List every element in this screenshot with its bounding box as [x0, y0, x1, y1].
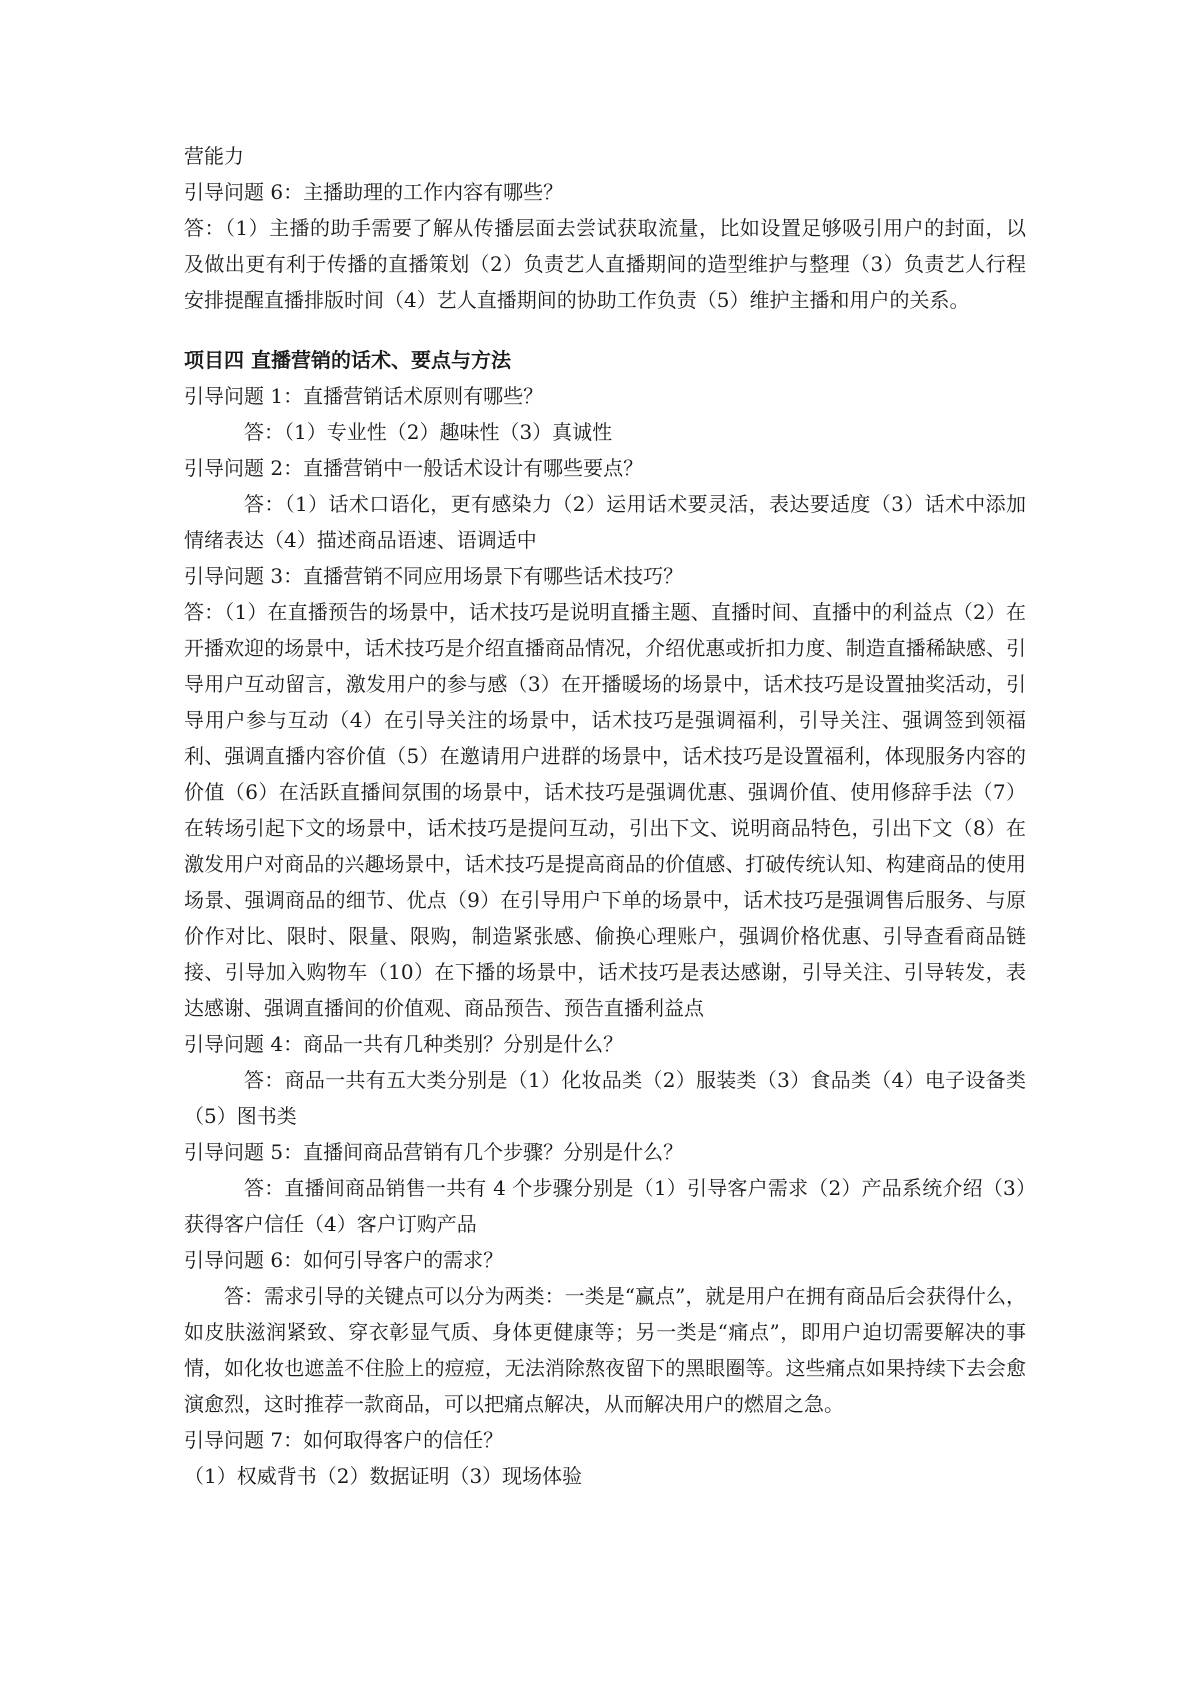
- answer-6-assistant: 答：（1）主播的助手需要了解从传播层面去尝试获取流量，比如设置足够吸引用户的封面，以及做出更有利于传播的直播策划（2）负责艺人直播期间的造型维护与整理（3）负责艺人行程安排提醒直播排版时间（4）艺人直播期间的协助工作负责（5）维护主播和用户的关系。: [184, 216, 1026, 312]
- section-heading-project-4: 项目四 直播营销的话术、要点与方法: [184, 348, 511, 372]
- answer-6: 答：需求引导的关键点可以分为两类：一类是“赢点”，就是用户在拥有商品后会获得什么，如皮肤滋润紧致、穿衣彰显气质、身体更健康等；另一类是“痛点”，即用户迫切需要解决的事情，如化妆也遮盖不住脸上的痘痘，无法消除熬夜留下的黑眼圈等。这些痛点如果持续下去会愈演愈烈，这时推荐一款商品，可以把痛点解决，从而解决用户的燃眉之急。: [184, 1284, 1026, 1416]
- question-1: 引导问题 1：直播营销话术原则有哪些？: [184, 384, 544, 408]
- question-6: 引导问题 6：如何引导客户的需求？: [184, 1248, 504, 1272]
- answer-7: （1）权威背书（2）数据证明（3）现场体验: [184, 1464, 583, 1488]
- answer-4: 答：商品一共有五大类分别是（1）化妆品类（2）服装类（3）食品类（4）电子设备类（5）图书类: [184, 1068, 1026, 1128]
- document-page: [184, 138, 1026, 1494]
- question-4: 引导问题 4：商品一共有几种类别？分别是什么？: [184, 1032, 624, 1056]
- question-3: 引导问题 3：直播营销不同应用场景下有哪些话术技巧？: [184, 564, 684, 588]
- question-5: 引导问题 5：直播间商品营销有几个步骤？分别是什么？: [184, 1140, 684, 1164]
- question-2: 引导问题 2：直播营销中一般话术设计有哪些要点？: [184, 456, 644, 480]
- paragraph: 营能力: [184, 144, 244, 168]
- answer-1: 答：（1）专业性（2）趣味性（3）真诚性: [244, 420, 613, 444]
- answer-5: 答：直播间商品销售一共有 4 个步骤分别是（1）引导客户需求（2）产品系统介绍（3）获得客户信任（4）客户订购产品: [184, 1176, 1026, 1236]
- question-7: 引导问题 7：如何取得客户的信任？: [184, 1428, 504, 1452]
- answer-3: 答：（1）在直播预告的场景中，话术技巧是说明直播主题、直播时间、直播中的利益点（2）在开播欢迎的场景中，话术技巧是介绍直播商品情况，介绍优惠或折扣力度、制造直播稀缺感、引导用户互动留言，激发用户的参与感（3）在开播暖场的场景中，话术技巧是设置抽奖活动，引导用户参与互动（4）在引导关注的场景中，话术技巧是强调福利，引导关注、强调签到领福利、强调直播内容价值（5）在邀请用户进群的场景中，话术技巧是设置福利，体现服务内容的价值（6）在活跃直播间氛围的场景中，话术技巧是强调优惠、强调价值、使用修辞手法（7）在转场引起下文的场景中，话术技巧是提问互动，引出下文、说明商品特色，引出下文（8）在激发用户对商品的兴趣场景中，话术技巧是提高商品的价值感、打破传统认知、构建商品的使用场景、强调商品的细节、优点（9）在引导用户下单的场景中，话术技巧是强调售后服务、与原价作对比、限时、限量、限购，制造紧张感、偷换心理账户，强调价格优惠、引导查看商品链接、引导加入购物车（10）在下播的场景中，话术技巧是表达感谢，引导关注、引导转发，表达感谢、强调直播间的价值观、商品预告、预告直播利益点: [184, 600, 1026, 1020]
- answer-2: 答：（1）话术口语化，更有感染力（2）运用话术要灵活，表达要适度（3）话术中添加情绪表达（4）描述商品语速、语调适中: [184, 492, 1026, 552]
- question-6-assistant: 引导问题 6：主播助理的工作内容有哪些？: [184, 180, 564, 204]
